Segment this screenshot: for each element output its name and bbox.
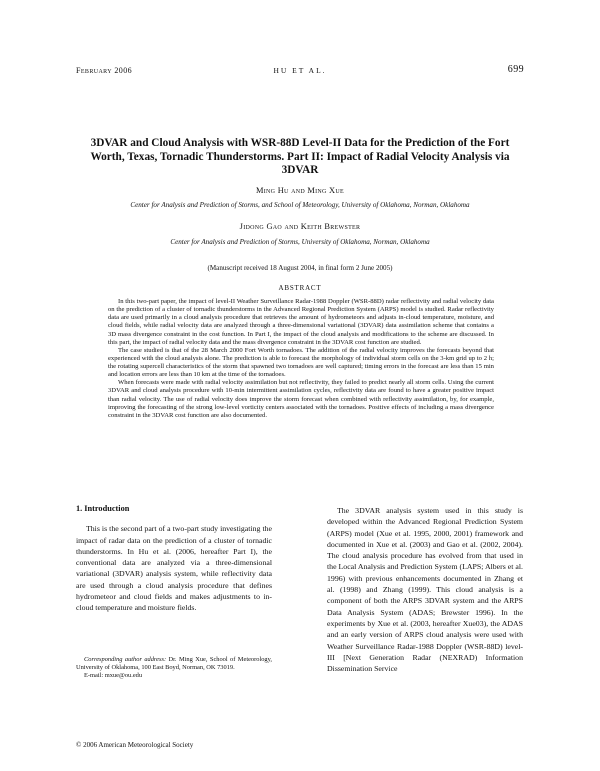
footnote-address [76, 656, 272, 672]
article-title: 3DVAR and Cloud Analysis with WSR-88D Level-II Data for the Prediction of the Fort Worth, Texas, Tornadic Thunderstorms. Part II: Impact of Radial Velocity Analysis via 3DVAR [90, 137, 510, 177]
abstract-paragraph: When forecasts were made with radial velocity assimilation but not reflectivity, they failed to predict nearly all storm cells. Using the current 3DVAR and cloud analysis procedure with 10-min intermittent assimilation cycles, reflectivity data are found to have a greater positive impact than radial velocity. The use of radial velocity does improve the storm forecast when combined with reflectivity assimilation, by, for example, improving the forecasting of the strong low-level vorticity centers associated with the tornadoes. Positive effects of including a mass divergence constraint in the 3DVAR cost function are also documented. [108, 379, 494, 419]
affiliation-2: Center for Analysis and Prediction of Storms, University of Oklahoma, Norman, Oklahoma [170, 238, 430, 246]
intro-paragraph: This is the second part of a two-part study investigating the impact of radar data on the prediction of a cluster of tornadic thunderstorms. In Hu et al. (2006, hereafter Part I), the conventional data are analyzed via a three-dimensional variational (3DVAR) analysis system, while reflectivity data are used through a cloud analysis procedure that defines hydrometeor and cloud fields and makes adjustments to in-cloud temperature and moisture fields. [76, 524, 272, 613]
footnote-email: E-mail: mxue@ou.edu [84, 672, 143, 680]
author-line-2: Jidong Gao and Keith Brewster [239, 222, 361, 231]
abstract-paragraph: In this two-part paper, the impact of level-II Weather Surveillance Radar-1988 Doppler (WSR-88D) radar reflectivity and radial velocity data on the prediction of a cluster of tornadic thunderstorms in the Advanced Regional Prediction System (ARPS) model is studied. Radar reflectivity data are used primarily in a cloud analysis procedure that retrieves the amount of hydrometeors and adjusts in-cloud temperature, moisture, and cloud fields, while radial velocity data are analyzed through a three-dimensional variational (3DVAR) data assimilation scheme that contains a 3D mass divergence constraint in the cost function. In Part I, the impact of the cloud analysis and modifications to the scheme are discussed. In this part, the impact of radial velocity data and the mass divergence constraint in the 3DVAR cost function are studied. [108, 298, 494, 346]
section-heading: 1. Introduction [76, 504, 130, 513]
left-column [76, 503, 272, 614]
page-number: 699 [507, 64, 524, 75]
running-authors: HU ET AL. [273, 66, 327, 75]
footnote-text: Dr. Ming Xue, School of Meteorology, University of Oklahoma, 100 East Boyd, Norman, OK 73019. [76, 656, 272, 672]
right-column [327, 505, 523, 674]
abstract-body [108, 298, 494, 420]
running-head [76, 66, 524, 78]
footnote-label: Corresponding author address: [84, 656, 167, 663]
abstract-paragraph: The case studied is that of the 28 March 2000 Fort Worth tornadoes. The addition of the radial velocity improves the forecasts beyond that experienced with the cloud analysis alone. The prediction is able to forecast the morphology of individual storm cells on the 3-km grid up to 2 h; the rotating supercell characteristics of the storm that spawned two tornadoes are well captured; timing errors in the forecast are less than 15 min and location errors are less than 10 km at the time of the tornadoes. [108, 346, 494, 379]
abstract-heading: ABSTRACT [278, 284, 322, 292]
affiliation-1: Center for Analysis and Prediction of Storms, and School of Meteorology, University of Oklahoma, Norman, Oklahoma [130, 201, 470, 209]
issue-date: February 2006 [76, 66, 132, 75]
manuscript-dates: (Manuscript received 18 August 2004, in final form 2 June 2005) [207, 264, 393, 272]
author-line-1: Ming Hu and Ming Xue [255, 186, 345, 195]
body-paragraph: The 3DVAR analysis system used in this study is developed within the Advanced Regional Prediction System (ARPS) model (Xue et al. 1995, 2000, 2001) framework and documented in Xue et al. (2003) and Gao et al. (2002, 2004). The cloud analysis procedure has evolved from that used in the Local Analysis and Prediction System (LAPS; Albers et al. 1996) with previous enhancements documented in Zhang et al. (1998) and Zhang (1999). This cloud analysis is a component of both the ARPS 3DVAR system and the ARPS Data Analysis System (ADAS; Brewster 1996). In the experiments by Xue et al. (2003, hereafter Xue03), the ADAS and an early version of ARPS cloud analysis were used with Weather Surveillance Radar-1988 Doppler (WSR-88D) level-III [Next Generation Radar (NEXRAD) Information Dissemination Service [327, 506, 523, 674]
corresponding-author-footnote [76, 656, 272, 680]
copyright-notice: © 2006 American Meteorological Society [76, 741, 194, 749]
